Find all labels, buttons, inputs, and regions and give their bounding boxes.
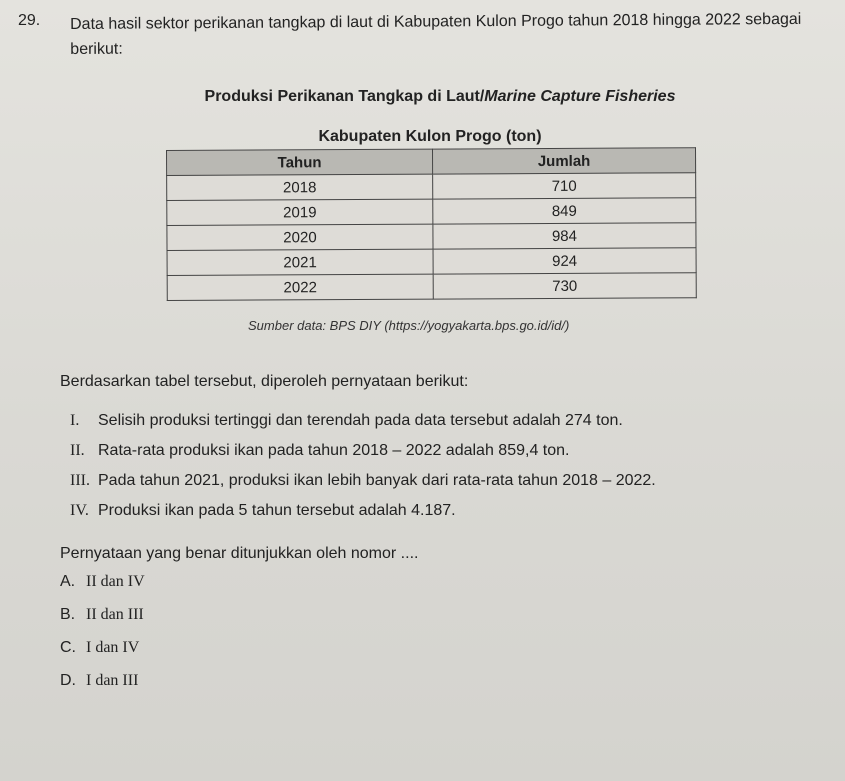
production-table [166, 147, 697, 301]
statement-item [70, 436, 830, 466]
option-b[interactable] [60, 598, 145, 631]
table-title-english: Marine Capture Fisheries [484, 88, 676, 105]
option-a[interactable] [60, 565, 145, 598]
year-cell: 2022 [167, 274, 433, 300]
year-cell: 2020 [167, 224, 433, 250]
amount-cell: 924 [433, 248, 696, 274]
answer-options [60, 565, 145, 697]
year-cell: 2021 [167, 249, 433, 275]
table-row [167, 273, 696, 301]
table-row [167, 198, 696, 226]
header-amount: Jumlah [432, 148, 695, 174]
option-text: I dan III [86, 671, 139, 689]
amount-cell: 730 [433, 273, 696, 299]
statements-intro: Berdasarkan tabel tersebut, diperoleh pernyataan berikut: [60, 373, 469, 390]
data-source: Sumber data: BPS DIY (https://yogyakarta.bps.go.id/id/) [248, 318, 570, 333]
answer-prompt: Pernyataan yang benar ditunjukkan oleh nomor .... [60, 545, 419, 562]
statement-number: IV. [70, 502, 89, 519]
statement-item [70, 466, 830, 496]
option-c[interactable] [60, 631, 145, 664]
question-intro: Data hasil sektor perikanan tangkap di laut di Kabupaten Kulon Progo tahun 2018 hingga 2022 sebagai berikut: [70, 10, 802, 58]
option-text: II dan III [86, 605, 144, 623]
statement-number: III. [70, 472, 90, 489]
statement-list [70, 406, 830, 526]
year-cell: 2018 [167, 174, 433, 200]
option-letter: D. [60, 671, 76, 689]
statement-number: I. [70, 412, 80, 429]
option-letter: B. [60, 605, 76, 623]
statement-number: II. [70, 442, 85, 459]
statement-item [70, 496, 830, 526]
amount-cell: 710 [433, 173, 696, 199]
table-row [167, 223, 696, 251]
table-header-row [167, 148, 696, 176]
table-subtitle: Kabupaten Kulon Progo (ton) [318, 128, 542, 145]
statement-text: Rata-rata produksi ikan pada tahun 2018 – 2022 adalah 859,4 ton. [98, 442, 570, 459]
option-letter: C. [60, 638, 76, 656]
option-letter: A. [60, 572, 76, 590]
statement-item [70, 406, 830, 436]
statement-text: Pada tahun 2021, produksi ikan lebih banyak dari rata-rata tahun 2018 – 2022. [98, 472, 656, 489]
table-title [170, 86, 710, 108]
statement-text: Produksi ikan pada 5 tahun tersebut adalah 4.187. [98, 502, 456, 519]
amount-cell: 984 [433, 223, 696, 249]
table-title-main: Produksi Perikanan Tangkap di Laut/ [204, 88, 485, 105]
option-text: II dan IV [86, 572, 145, 590]
option-d[interactable] [60, 664, 145, 697]
statement-text: Selisih produksi tertinggi dan terendah pada data tersebut adalah 274 ton. [98, 412, 623, 429]
option-text: I dan IV [86, 638, 140, 656]
table-row [167, 173, 696, 201]
amount-cell: 849 [433, 198, 696, 224]
question-number: 29. [18, 12, 41, 29]
year-cell: 2019 [167, 199, 433, 225]
table-row [167, 248, 696, 276]
header-year: Tahun [167, 149, 433, 175]
